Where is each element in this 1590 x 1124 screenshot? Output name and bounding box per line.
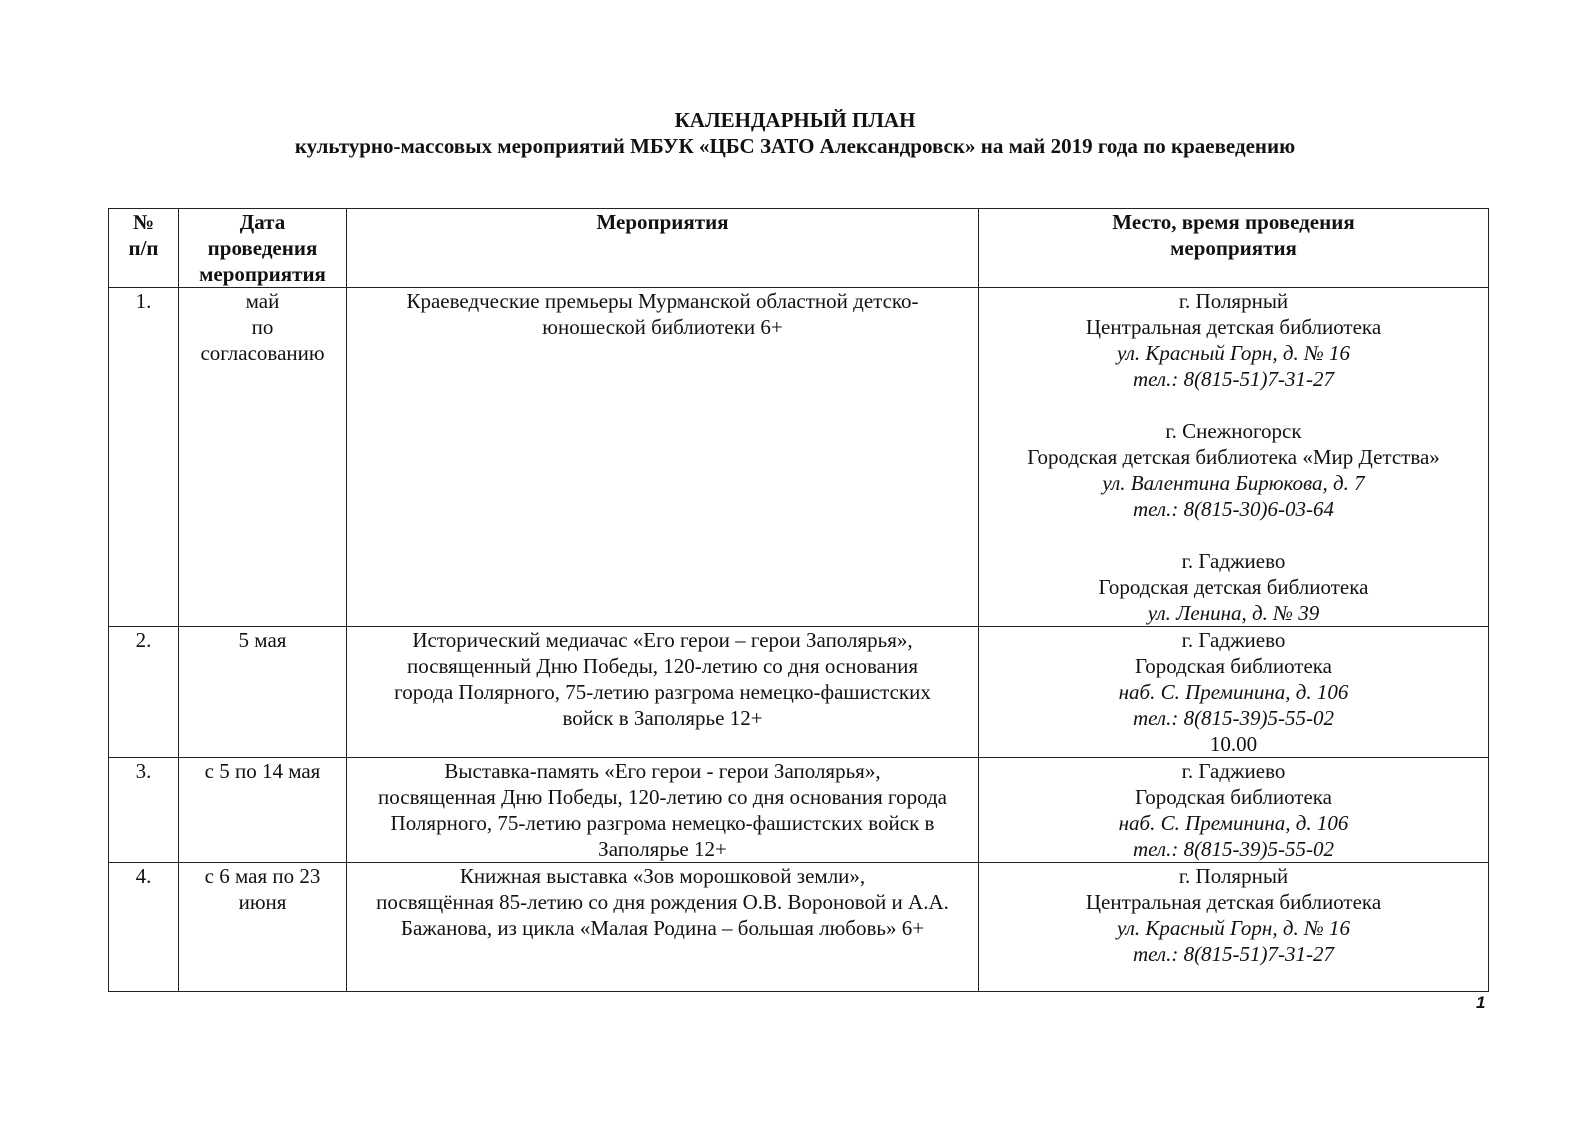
table-row <box>109 627 1489 758</box>
place-name: Городская детская библиотека «Мир Детства» <box>1027 445 1440 469</box>
table-header-row <box>109 209 1489 288</box>
place-phone: тел.: 8(815-39)5-55-02 <box>1132 837 1335 861</box>
table-row <box>109 288 1489 627</box>
cell-place <box>979 758 1489 863</box>
cell-num: 2. <box>109 627 179 758</box>
place-address: ул. Красный Горн, д. № 16 <box>1116 916 1351 940</box>
cell-event: Выставка-память «Его герои - герои Заполярья», посвященная Дню Победы, 120-летию со дня основания города Полярного, 75-летию разгрома немецко-фашистских войск в Заполярье 12+ <box>347 758 979 863</box>
header-place: Место, время проведения мероприятия <box>979 209 1489 288</box>
place-name: Городская детская библиотека <box>1098 575 1369 599</box>
page-number: 1 <box>1476 993 1486 1012</box>
cell-place <box>979 288 1489 627</box>
place-name: Городская библиотека <box>1134 785 1333 809</box>
cell-date: с 6 мая по 23 июня <box>179 863 347 992</box>
header-date: Дата проведения мероприятия <box>179 209 347 288</box>
place-name: Городская библиотека <box>1134 654 1333 678</box>
document-subtitle: культурно-массовых мероприятий МБУК «ЦБС ЗАТО Александровск» на май 2019 года по краеведению <box>294 134 1296 158</box>
place-name: Центральная детская библиотека <box>1085 890 1382 914</box>
cell-event: Книжная выставка «Зов морошковой земли», посвящённая 85-летию со дня рождения О.В. Вороновой и А.А. Бажанова, из цикла «Малая Родина – большая любовь» 6+ <box>347 863 979 992</box>
place-city: г. Снежногорск <box>1165 419 1302 443</box>
document-title: КАЛЕНДАРНЫЙ ПЛАН <box>674 108 916 132</box>
place-address: наб. С. Преминина, д. 106 <box>1118 680 1349 704</box>
cell-event: Исторический медиачас «Его герои – герои Заполярья», посвященный Дню Победы, 120-летию со дня основания города Полярного, 75-летию разгрома немецко-фашистских войск в Заполярье 12+ <box>347 627 979 758</box>
cell-date: 5 мая <box>179 627 347 758</box>
events-table <box>108 208 1489 992</box>
place-phone: тел.: 8(815-51)7-31-27 <box>1132 942 1335 966</box>
place-address: наб. С. Преминина, д. 106 <box>1118 811 1349 835</box>
place-city: г. Полярный <box>1178 289 1289 313</box>
cell-num: 3. <box>109 758 179 863</box>
header-event: Мероприятия <box>347 209 979 288</box>
place-phone: тел.: 8(815-30)6-03-64 <box>1132 497 1335 521</box>
cell-place <box>979 863 1489 992</box>
place-city: г. Гаджиево <box>1181 628 1286 652</box>
cell-event: Краеведческие премьеры Мурманской областной детско- юношеской библиотеки 6+ <box>347 288 979 627</box>
place-address: ул. Красный Горн, д. № 16 <box>1116 341 1351 365</box>
place-name: Центральная детская библиотека <box>1085 315 1382 339</box>
place-city: г. Гаджиево <box>1181 549 1286 573</box>
header-num: № п/п <box>109 209 179 288</box>
table-row <box>109 863 1489 992</box>
place-time: 10.00 <box>1209 732 1258 756</box>
cell-num: 1. <box>109 288 179 627</box>
cell-num: 4. <box>109 863 179 992</box>
place-city: г. Полярный <box>1178 864 1289 888</box>
cell-date: май по согласованию <box>179 288 347 627</box>
cell-place <box>979 627 1489 758</box>
place-phone: тел.: 8(815-51)7-31-27 <box>1132 367 1335 391</box>
table-row <box>109 758 1489 863</box>
place-address: ул. Валентина Бирюкова, д. 7 <box>1102 471 1365 495</box>
place-phone: тел.: 8(815-39)5-55-02 <box>1132 706 1335 730</box>
cell-date: с 5 по 14 мая <box>179 758 347 863</box>
place-city: г. Гаджиево <box>1181 759 1286 783</box>
place-address: ул. Ленина, д. № 39 <box>1147 601 1320 625</box>
